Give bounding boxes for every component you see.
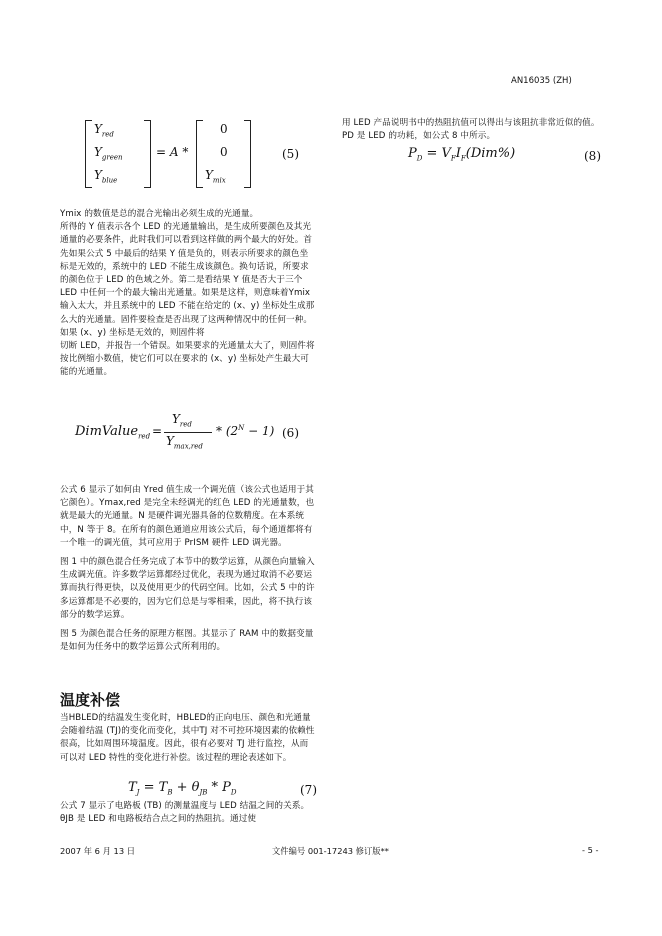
paragraph: 切断 LED，并报告一个错误。如果要求的光通量太大了，则固件将按比例缩小数值，使它们可以在要求的 (x、y) 坐标处产生最大可能的光通量。 [60, 341, 315, 378]
document-id: AN16035 (ZH) [511, 76, 572, 86]
footer-docnum: 文件编号 001-17243 修订版** [272, 846, 389, 856]
eq5-y-red: $Y_{red}$ [94, 122, 114, 139]
eq6-fraction-bar [164, 432, 212, 433]
paragraph: 所得的 Y 值表示各个 LED 的光通量输出，是生成所要颜色及其光通量的必要条件，此时我们可以看到这样做的两个最大的好处。首先如果公式 5 中最后的结果 Y 值是负的，则表示所要求的颜色坐标是无效的，系统中的 LED 不能生成该颜色。换句话说，所要求的颜色位于 LED 的色域之外。第二是看结果 Y 值是否大于三个 LED 中任何一个的最大输出光通量。如果是这样，则意味着Ymix 输入太大，并且系统中的 LED 不能在给定的 (x、y) 坐标处生成那么大的光通量。固件要检查是否出现了这两种情况中的任何一种。如果 (x、y) 坐标是无效的，则固件将 [60, 222, 315, 338]
eq5-equals: = A * [156, 145, 189, 159]
paragraph: 图 1 中的颜色混合任务完成了本节中的数学运算，从颜色向量输入生成调光值。许多数学运算都经过优化，表现为通过取消不必要运算而执行得更快，以及使用更少的代码空间。比如，公式 5 中的许多运算都是不必要的，因为它们总是与零相乘，因此，将不执行该部分的数学运算。 [60, 557, 315, 620]
eq5-number: (5) [282, 147, 299, 161]
matrix-bracket-left-2 [196, 120, 203, 188]
eq6-numerator: $Y_{red}$ [172, 412, 192, 429]
eq6-denominator: $Y_{max,red}$ [166, 434, 203, 451]
matrix-bracket-right [144, 120, 151, 188]
eq6-lhs: DimValue$_{red}$ [75, 424, 151, 441]
eq5-zero-2: 0 [220, 145, 228, 159]
section-heading: 温度补偿 [60, 691, 121, 709]
equation-7 [60, 778, 315, 800]
matrix-bracket-right-2 [244, 120, 251, 188]
eq7-number: (7) [300, 783, 317, 797]
left-column [60, 208, 315, 380]
left-column-4 [60, 800, 315, 826]
eq6-number: (6) [282, 426, 299, 440]
eq5-zero-1: 0 [220, 122, 228, 136]
equation-5 [60, 118, 310, 190]
eq8-expression: $P_D = V_FI_F(Dim\%)$ [408, 146, 516, 163]
paragraph: 用 LED 产品说明书中的热阻抗值可以得出与该阻抗非常近似的值。PD 是 LED 的功耗，如公式 8 中所示。 [342, 118, 600, 142]
matrix-bracket-left [85, 120, 92, 188]
equation-6 [60, 412, 315, 454]
left-column-3 [60, 712, 315, 765]
page-number: - 5 - [582, 845, 599, 855]
eq7-expression: $T_J = T_B + \theta_{JB} * P_D$ [128, 780, 237, 797]
footer-date: 2007 年 6 月 13 日 [60, 846, 136, 856]
eq5-y-mix: $Y_{mix}$ [205, 168, 226, 185]
paragraph: 图 5 为颜色混合任务的原理方框图。其显示了 RAM 中的数据变量是如何为任务中的数学运算公式所利用的。 [60, 629, 314, 653]
eq5-y-blue: $Y_{blue}$ [94, 168, 118, 185]
right-column [342, 117, 600, 143]
paragraph: 公式 7 显示了电路板 (TB) 的测量温度与 LED 结温之间的关系。θJB 是 LED 和电路板结合点之间的热阻抗。通过使 [60, 801, 310, 825]
eq6-tail: * $(2^N - 1)$ [216, 424, 275, 438]
equation-8 [342, 144, 600, 168]
paragraph: Ymix 的数值是总的混合光输出必须生成的光通量。 [60, 209, 259, 219]
paragraph: 公式 6 显示了如何由 Yred 值生成一个调光值（该公式也适用于其它颜色）。Ymax,red 是完全未经调光的红色 LED 的光通量数，也就是最大的光通量。N 是硬件调光器具备的位数精度。在本系统中，N 等于 8。在所有的颜色通道应用该公式后，每个通道都将有一个唯一的调光值，其可应用于 PrISM 硬件 LED 调光器。 [60, 485, 315, 548]
left-column-2 [60, 484, 315, 654]
eq6-equals: = [152, 424, 163, 438]
eq8-number: (8) [584, 149, 601, 163]
paragraph: 当HBLED的结温发生变化时，HBLED的正向电压、颜色和光通量会随着结温 (TJ)的变化而变化，其中TJ 对不可控环境因素的依赖性很高，比如周围环境温度。因此，很有必要对 TJ 进行监控，从而可以对 LED 特性的变化进行补偿。该过程的理论表述如下。 [60, 713, 315, 763]
eq5-y-green: $Y_{green}$ [94, 145, 123, 162]
